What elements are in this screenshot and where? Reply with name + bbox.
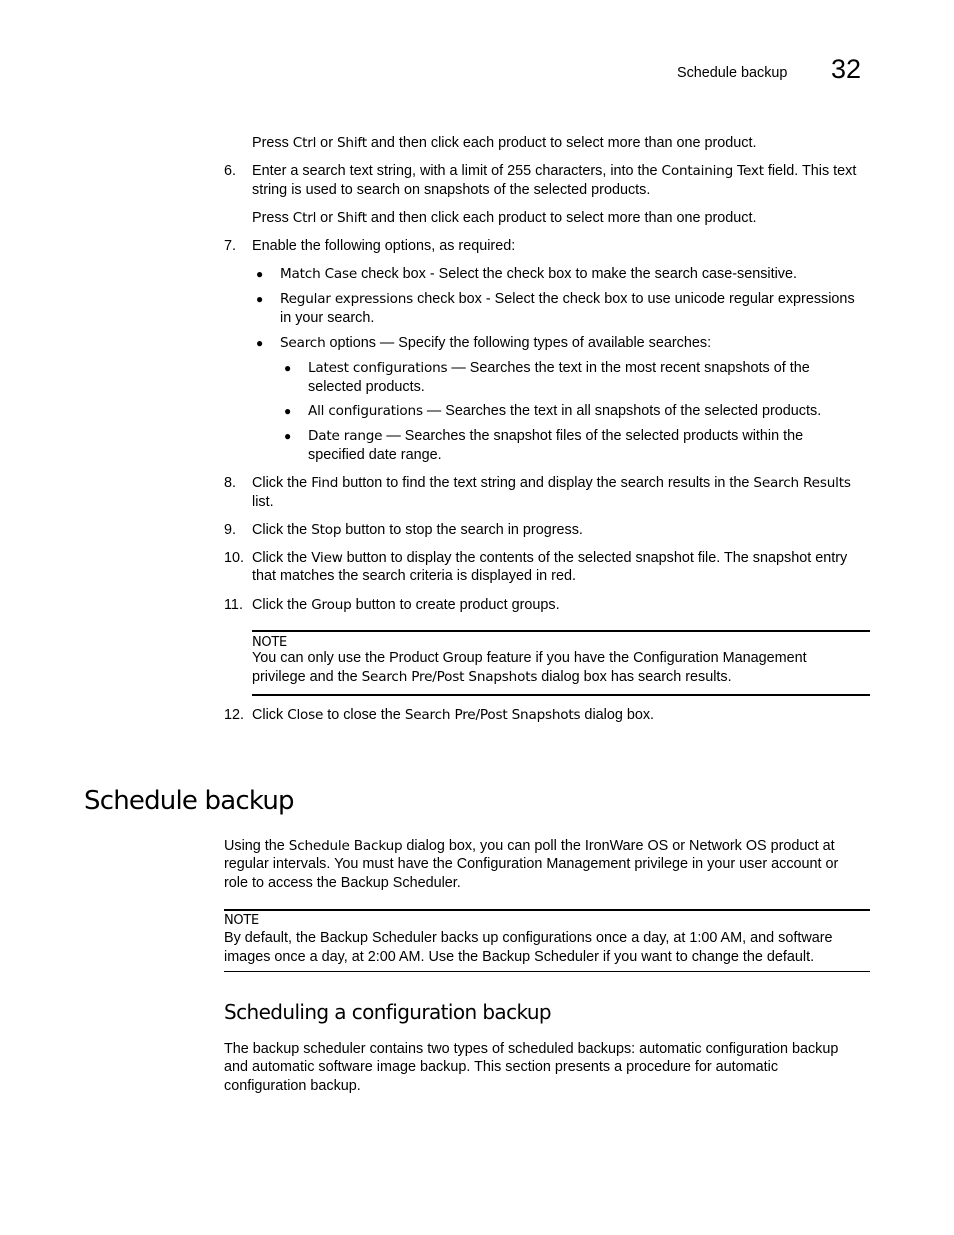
regular-expressions-label: Regular expressions: [280, 291, 414, 307]
section-para-line-1: [224, 837, 835, 856]
text: Click: [252, 707, 288, 723]
group-button-name: Group: [311, 597, 352, 613]
text: dialog box has search results.: [537, 669, 732, 685]
step-6-line-2: string is used to search on snapshots of the selected products.: [252, 182, 651, 198]
text: — Searches the text in the most recent snapshots of the: [447, 360, 810, 376]
shift-key: Shift: [336, 210, 367, 226]
note-1-line-2: [252, 668, 732, 687]
text: field. This text: [763, 163, 857, 179]
text: check box - Select the check box to use unicode regular expressions: [413, 291, 855, 307]
text: or: [316, 210, 337, 226]
step-10-line-1: [252, 549, 847, 568]
step-6-line-1: [252, 162, 856, 181]
text: Press: [252, 135, 293, 151]
text: Click the: [252, 522, 312, 538]
note-2-line-1: By default, the Backup Scheduler backs up configurations once a day, at 1:00 AM, and software: [224, 930, 833, 946]
subsection-para-line-1: The backup scheduler contains two types of scheduled backups: automatic configuration backup: [224, 1041, 839, 1057]
ctrl-key: Ctrl: [292, 135, 317, 151]
step-number-6: 6.: [224, 163, 237, 179]
step-11-text: [252, 596, 560, 615]
text: button to create product groups.: [351, 597, 560, 613]
containing-text-field-name: Containing Text: [661, 163, 764, 179]
subsection-para-line-2: and automatic software image backup. This section presents a procedure for automatic: [224, 1059, 779, 1075]
step-number-7: 7.: [224, 238, 237, 254]
text: button to display the contents of the selected snapshot file. The snapshot entry: [342, 550, 848, 566]
text: options — Specify the following types of available searches:: [325, 335, 712, 351]
stop-button-name: Stop: [311, 522, 342, 538]
sub-latest-line-2: selected products.: [308, 379, 425, 395]
section-heading: Schedule backup: [84, 786, 294, 816]
latest-configurations-label: Latest configurations: [308, 360, 448, 376]
date-range-label: Date range: [308, 428, 383, 444]
find-button-name: Find: [311, 475, 339, 491]
note-2-line-2: images once a day, at 2:00 AM. Use the Backup Scheduler if you want to change the default.: [224, 949, 815, 965]
text: check box - Select the check box to make the search case-sensitive.: [357, 266, 798, 282]
running-header-section: Schedule backup: [677, 65, 788, 81]
shift-key: Shift: [336, 135, 367, 151]
bullet-icon: ●: [256, 336, 264, 350]
step-number-8: 8.: [224, 475, 237, 491]
press-ctrl-line-2: [252, 209, 756, 228]
note-top-rule: [224, 909, 870, 911]
bullet-icon: ●: [284, 361, 292, 375]
option-regex-line-1: [280, 290, 855, 309]
text: or: [316, 135, 337, 151]
all-configurations-label: All configurations: [308, 403, 423, 419]
step-number-12: 12.: [224, 707, 245, 723]
text: — Searches the text in all snapshots of the selected products.: [422, 403, 822, 419]
section-para-line-3: role to access the Backup Scheduler.: [224, 875, 461, 891]
subsection-heading: Scheduling a configuration backup: [224, 1000, 552, 1024]
text: Click the: [252, 597, 312, 613]
text: dialog box, you can poll the IronWare OS or Network OS product at: [402, 838, 835, 854]
bullet-icon: ●: [256, 292, 264, 306]
sub-latest-line-1: [308, 359, 810, 378]
note-1-line-1: You can only use the Product Group feature if you have the Configuration Management: [252, 650, 807, 666]
option-regex-line-2: in your search.: [280, 310, 375, 326]
step-9-text: [252, 521, 583, 540]
step-7-text: Enable the following options, as required:: [252, 238, 516, 254]
view-button-name: View: [311, 550, 343, 566]
press-ctrl-line-1: [252, 134, 756, 153]
dialog-name: Search Pre/Post Snapshots: [361, 669, 538, 685]
text: and then click each product to select more than one product.: [366, 210, 757, 226]
step-number-10: 10.: [224, 550, 245, 566]
text: — Searches the snapshot files of the selected products within the: [382, 428, 804, 444]
option-search: [280, 334, 711, 353]
bullet-icon: ●: [256, 267, 264, 281]
search-label: Search: [280, 335, 326, 351]
bullet-icon: ●: [284, 404, 292, 418]
option-match-case: [280, 265, 797, 284]
sub-date-line-1: [308, 427, 803, 446]
step-12-text: [252, 706, 654, 725]
bullet-icon: ●: [284, 429, 292, 443]
match-case-label: Match Case: [280, 266, 358, 282]
note-bottom-rule: [252, 694, 870, 696]
note-label: NOTE: [252, 635, 287, 650]
text: to close the: [323, 707, 405, 723]
section-para-line-2: regular intervals. You must have the Configuration Management privilege in your user account or: [224, 856, 839, 872]
text: Using the: [224, 838, 289, 854]
chapter-number: 32: [831, 54, 862, 84]
text: privilege and the: [252, 669, 362, 685]
sub-date-line-2: specified date range.: [308, 447, 442, 463]
note-top-rule: [252, 630, 870, 632]
text: Click the: [252, 475, 312, 491]
subsection-para-line-3: configuration backup.: [224, 1078, 361, 1094]
text: Enter a search text string, with a limit of 255 characters, into the: [252, 163, 662, 179]
text: Press: [252, 210, 293, 226]
close-button-name: Close: [287, 707, 324, 723]
schedule-backup-dialog-name: Schedule Backup: [288, 838, 403, 854]
dialog-name: Search Pre/Post Snapshots: [404, 707, 581, 723]
text: and then click each product to select more than one product.: [366, 135, 757, 151]
ctrl-key: Ctrl: [292, 210, 317, 226]
sub-all: [308, 402, 821, 421]
step-number-11: 11.: [224, 597, 243, 613]
search-results-name: Search Results: [753, 475, 851, 491]
note-label: NOTE: [224, 913, 259, 928]
text: Click the: [252, 550, 312, 566]
step-10-line-2: that matches the search criteria is displayed in red.: [252, 568, 576, 584]
step-8-line-1: [252, 474, 851, 493]
text: button to stop the search in progress.: [341, 522, 583, 538]
text: dialog box.: [580, 707, 655, 723]
step-8-line-2: list.: [252, 494, 274, 510]
note-bottom-rule: [224, 971, 870, 972]
step-number-9: 9.: [224, 522, 237, 538]
text: button to find the text string and display the search results in the: [338, 475, 754, 491]
